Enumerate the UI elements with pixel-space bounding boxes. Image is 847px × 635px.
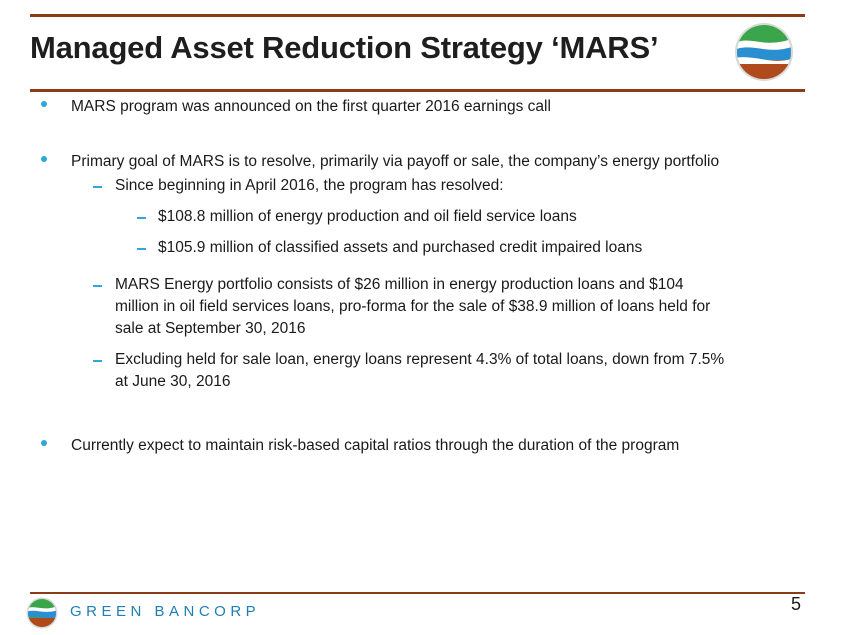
sub-bullet-energy-portfolio-line2: million in oil field services loans, pro-forma for the sale of $38.9 million of loans held for	[115, 298, 711, 315]
page-title: Managed Asset Reduction Strategy ‘MARS’	[30, 30, 659, 65]
sub-sub-bullet-marker	[137, 217, 146, 219]
sub-sub-bullet-marker	[137, 248, 146, 250]
sub-bullet-marker	[93, 360, 102, 362]
sub-sub-bullet-classified-assets: $105.9 million of classified assets and purchased credit impaired loans	[158, 239, 643, 256]
bullet-marker	[41, 440, 47, 446]
page-number: 5	[791, 594, 802, 614]
bullet-marker	[41, 156, 47, 162]
sub-bullet-energy-loans-line1: Excluding held for sale loan, energy loans represent 4.3% of total loans, down from 7.5%	[115, 351, 725, 368]
top-divider	[30, 14, 805, 17]
bullet-primary-goal: Primary goal of MARS is to resolve, primarily via payoff or sale, the company’s energy portfolio	[71, 153, 720, 170]
footer-divider	[30, 592, 805, 594]
footer-brand-name: GREEN BANCORP	[70, 603, 261, 620]
sub-sub-bullet-energy-production: $108.8 million of energy production and oil field service loans	[158, 208, 577, 225]
sub-bullet-marker	[93, 285, 102, 287]
bullet-announcement: MARS program was announced on the first quarter 2016 earnings call	[71, 98, 551, 115]
title-divider	[30, 89, 805, 92]
sub-bullet-marker	[93, 186, 102, 188]
sub-bullet-since-beginning: Since beginning in April 2016, the program has resolved:	[115, 177, 504, 194]
bullet-capital-ratios: Currently expect to maintain risk-based capital ratios through the duration of the program	[71, 437, 680, 454]
green-bancorp-logo-icon	[26, 596, 58, 630]
sub-bullet-energy-portfolio-line3: sale at September 30, 2016	[115, 320, 306, 337]
bullet-marker	[41, 101, 47, 107]
green-bancorp-logo-icon	[734, 20, 794, 84]
sub-bullet-energy-portfolio-line1: MARS Energy portfolio consists of $26 million in energy production loans and $104	[115, 276, 684, 293]
sub-bullet-energy-loans-line2: at June 30, 2016	[115, 373, 231, 390]
